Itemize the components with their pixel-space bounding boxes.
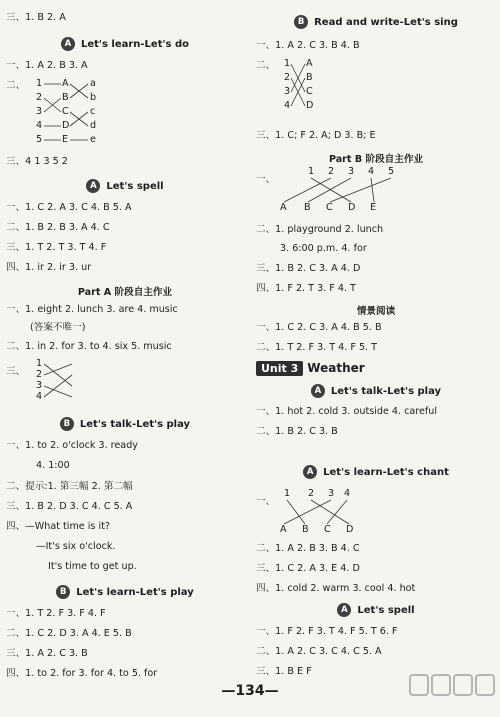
match-right-label: b: [90, 92, 97, 103]
answer-line: 二、1. in 2. for 3. to 4. six 5. music: [6, 341, 172, 352]
question-number: 一、: [256, 496, 276, 507]
section-badge: A: [303, 465, 317, 479]
section-title: 情景阅读: [356, 306, 396, 317]
match-lines: [256, 488, 396, 536]
answer-line: 三、1. B E F: [256, 666, 312, 677]
answer-line: 一、1. F 2. F 3. T 4. F 5. T 6. F: [256, 626, 398, 637]
match-right-label: e: [90, 134, 96, 145]
match-left-label: 3: [36, 106, 43, 117]
match-bottom-label: D: [348, 202, 356, 213]
matching-diagram: [6, 358, 126, 406]
match-left-label: 4: [284, 100, 291, 111]
answer-line: 三、1. A 2. C 3. B: [6, 648, 88, 659]
answer-line: 二、1. C 2. D 3. A 4. E 5. B: [6, 628, 132, 639]
answer-line: 一、1. C 2. A 3. C 4. B 5. A: [6, 202, 132, 213]
answer-note: (答案不唯一): [30, 322, 86, 333]
match-bottom-label: C: [326, 202, 333, 213]
match-right-label: D: [306, 100, 314, 111]
answer-line: —It's six o'clock.: [36, 541, 116, 552]
section-header: [256, 464, 496, 480]
answer-line: 二、1. A 2. C 3. C 4. C 5. A: [256, 646, 382, 657]
answer-line: 三、1. C; F 2. A; D 3. B; E: [256, 130, 376, 141]
section-header: [256, 383, 496, 399]
answer-line: 四、1. to 2. for 3. for 4. to 5. for: [6, 668, 158, 679]
answer-line: 二、1. playground 2. lunch: [256, 224, 384, 235]
match-bottom-label: A: [280, 524, 287, 535]
match-lines: [6, 78, 126, 150]
section-badge: A: [61, 37, 75, 51]
section-header: [256, 150, 496, 166]
match-right-label: C: [306, 86, 313, 97]
match-left-label: 2: [36, 92, 43, 103]
match-top-label: 4: [368, 166, 375, 177]
match-bottom-label: C: [324, 524, 331, 535]
section-title: Let's learn-Let's play: [76, 586, 194, 598]
section-title: Part B 阶段自主作业: [328, 154, 424, 165]
matching-diagram: [256, 488, 396, 536]
answer-line: 一、1. hot 2. cold 3. outside 4. careful: [256, 406, 438, 417]
answer-line: 一、1. to 2. o'clock 3. ready: [6, 440, 138, 451]
section-title: Part A 阶段自主作业: [77, 287, 173, 298]
answer-line: 三、1. C 2. A 3. E 4. D: [256, 563, 360, 574]
answer-line: 三、1. B 2. C 3. A 4. D: [256, 263, 361, 274]
section-header: [6, 178, 244, 194]
match-right-label: a: [90, 78, 96, 89]
match-left-label: 4: [36, 120, 43, 131]
question-number: 三、: [6, 366, 26, 377]
match-left-label: 1: [36, 78, 43, 89]
section-header: [6, 416, 244, 432]
answer-line: 一、1. eight 2. lunch 3. are 4. music: [6, 304, 178, 315]
answer-line: 二、1. B 2. C 3. B: [256, 426, 338, 437]
matching-diagram: 二、 1 2 3 4 5 A B C D E a b c d e: [6, 78, 126, 150]
match-left-label: 3: [284, 86, 291, 97]
answer-line: 三、1. T 2. T 3. T 4. F: [6, 242, 107, 253]
section-title: Let's talk-Let's play: [79, 418, 191, 430]
section-title: Read and write-Let's sing: [314, 16, 458, 28]
unit-heading: [256, 359, 365, 377]
match-left-label: 2: [36, 369, 43, 380]
match-right-label: B: [306, 72, 313, 83]
match-right-label: d: [90, 120, 97, 131]
match-top-label: 1: [284, 488, 291, 499]
match-top-label: 3: [348, 166, 355, 177]
match-left-label: 1: [36, 358, 43, 369]
match-top-label: 3: [328, 488, 335, 499]
matching-diagram: [256, 166, 416, 214]
section-title: Let's learn-Let's chant: [323, 466, 449, 478]
section-title: Let's learn-Let's do: [80, 38, 190, 50]
match-lines: [6, 358, 126, 406]
section-badge: B: [56, 585, 70, 599]
match-right-label: c: [90, 106, 96, 117]
section-header: [6, 283, 244, 299]
answer-line: 二、1. B 2. B 3. A 4. C: [6, 222, 110, 233]
answer-line: It's time to get up.: [48, 561, 137, 572]
section-header: [256, 14, 496, 30]
match-left-label: 3: [36, 380, 43, 391]
section-header: [256, 602, 496, 618]
unit-badge: Unit 3: [256, 361, 303, 376]
match-top-label: 2: [328, 166, 335, 177]
watermark-logo-icon: [408, 672, 496, 714]
answer-line: 一、1. A 2. C 3. B 4. B: [256, 40, 360, 51]
match-bottom-label: E: [370, 202, 377, 213]
match-lines: [256, 58, 376, 118]
unit-title: Weather: [307, 361, 365, 375]
section-header: [256, 302, 496, 318]
answer-line: 四、—What time is it?: [6, 521, 110, 532]
match-left-label: 5: [36, 134, 43, 145]
section-badge: A: [311, 384, 325, 398]
answer-line: 一、1. T 2. F 3. F 4. F: [6, 608, 106, 619]
match-right-label: A: [306, 58, 313, 69]
answer-line: 三、1. B 2. D 3. C 4. C 5. A: [6, 501, 133, 512]
match-bottom-label: A: [280, 202, 287, 213]
question-number: 二、: [256, 60, 276, 71]
match-bottom-label: B: [302, 524, 309, 535]
section-title: Let's spell: [106, 180, 164, 192]
matching-diagram: [256, 58, 376, 118]
section-badge: B: [60, 417, 74, 431]
answer-line: 3. 6:00 p.m. 4. for: [280, 243, 367, 254]
answer-line: 四、1. ir 2. ir 3. ur: [6, 262, 92, 273]
answer-line: 4. 1:00: [36, 460, 70, 471]
section-title: Let's talk-Let's play: [330, 385, 442, 397]
answer-line: 三、4 1 3 5 2: [6, 156, 68, 167]
answer-line: 四、1. cold 2. warm 3. cool 4. hot: [256, 583, 416, 594]
section-badge: A: [86, 179, 100, 193]
section-badge: B: [294, 15, 308, 29]
match-top-label: 5: [388, 166, 395, 177]
answer-line: 四、1. F 2. T 3. F 4. T: [256, 283, 356, 294]
section-header: [6, 584, 244, 600]
match-left-label: 2: [284, 72, 291, 83]
answer-line: 一、1. C 2. C 3. A 4. B 5. B: [256, 322, 382, 333]
section-title: Let's spell: [357, 604, 415, 616]
answer-line: 三、1. B 2. A: [6, 12, 66, 23]
match-top-label: 1: [308, 166, 315, 177]
match-left-label: 1: [284, 58, 291, 69]
match-lines: [256, 166, 416, 214]
section-badge: A: [337, 603, 351, 617]
answer-line: 一、1. A 2. B 3. A: [6, 60, 88, 71]
answer-line: 二、1. A 2. B 3. B 4. C: [256, 543, 360, 554]
answer-line: 二、1. T 2. F 3. T 4. F 5. T: [256, 342, 378, 353]
page-number: —134—: [221, 683, 279, 699]
section-header: [6, 36, 244, 52]
answer-line: 二、提示:1. 第三幅 2. 第二幅: [6, 481, 133, 492]
match-top-label: 2: [308, 488, 315, 499]
match-bottom-label: B: [304, 202, 311, 213]
question-number: 一、: [256, 174, 276, 185]
match-left-label: 4: [36, 391, 43, 402]
match-bottom-label: D: [346, 524, 354, 535]
question-number: 二、: [6, 80, 26, 91]
match-top-label: 4: [344, 488, 351, 499]
